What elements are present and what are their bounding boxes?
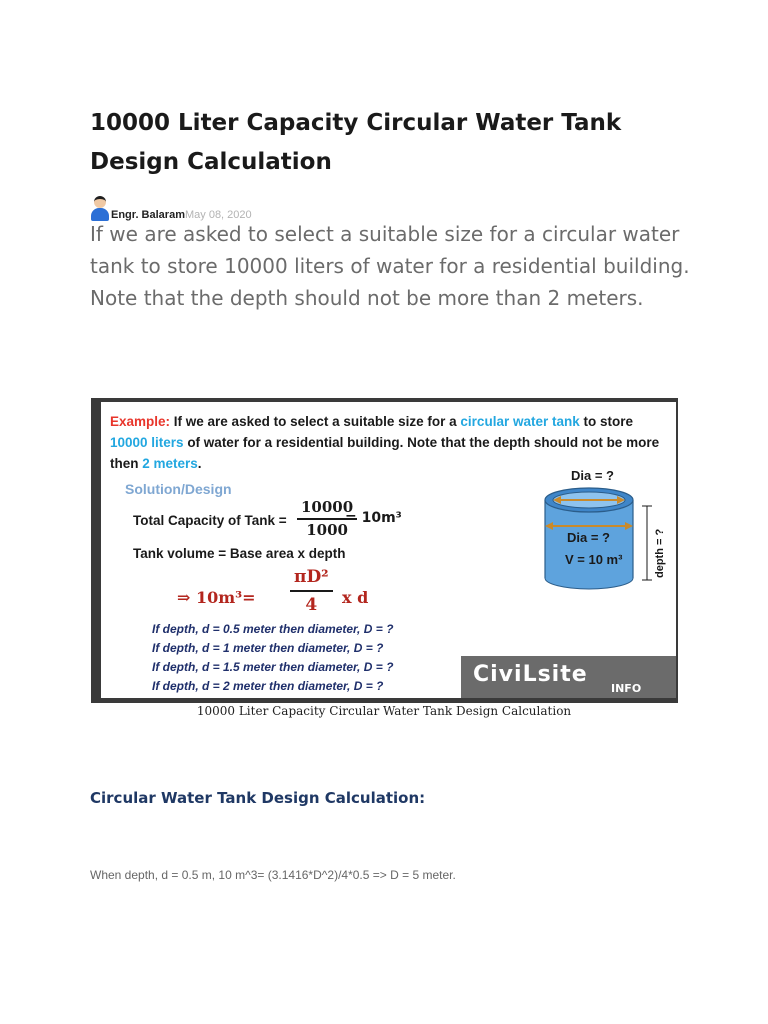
figure-image — [101, 402, 676, 698]
author-name[interactable]: Engr. Balaram — [111, 209, 185, 221]
example-highlight-liters: 10000 liters — [110, 435, 184, 450]
formula-numerator: πD² — [290, 564, 333, 592]
depth-cases — [152, 620, 393, 696]
tank-depth-label: depth = ? — [654, 528, 666, 578]
logo-suffix: INFO — [611, 682, 642, 695]
tank-volume: V = 10 m³ — [565, 552, 623, 567]
formula-denominator: 4 — [305, 595, 318, 615]
formula-fraction — [290, 564, 333, 618]
example-statement — [110, 411, 670, 474]
capacity-numerator: 10000 — [297, 497, 357, 520]
intro-paragraph: If we are asked to select a suitable size for a circular water tank to store 10000 liters of water for a residential building. Note that the depth should not be more than 2 meters. — [90, 222, 690, 310]
civilsite-logo — [461, 656, 676, 698]
example-text-3: of water for a residential building. Note that the depth should not be more then — [110, 435, 660, 471]
example-text-1: If we are asked to select a suitable size for a — [170, 414, 461, 429]
capacity-denominator: 1000 — [306, 521, 348, 539]
tank-diagram — [517, 466, 673, 656]
solution-label: Solution/Design — [125, 481, 232, 497]
section-heading: Circular Water Tank Design Calculation: — [90, 789, 426, 808]
example-prefix: Example: — [110, 414, 171, 429]
depth-case: If depth, d = 2 meter then diameter, D = ? — [152, 679, 384, 693]
depth-case: If depth, d = 0.5 meter then diameter, D = ? — [152, 622, 394, 636]
calculation-line: When depth, d = 0.5 m, 10 m^3= (3.1416*D^2)/4*0.5 => D = 5 meter. — [90, 868, 456, 882]
example-highlight-meters: 2 meters — [142, 456, 198, 471]
capacity-label: Total Capacity of Tank = — [133, 513, 287, 528]
volume-label: Tank volume = Base area x depth — [133, 546, 346, 561]
example-text-4: . — [197, 456, 202, 471]
publish-date: May 08, 2020 — [184, 209, 252, 221]
example-text-2: to store — [579, 414, 633, 429]
article-figure — [91, 398, 678, 703]
tank-dia-top: Dia = ? — [571, 468, 614, 483]
depth-case: If depth, d = 1.5 meter then diameter, D = ? — [152, 660, 394, 674]
logo-text: CiviLsite — [473, 662, 588, 687]
capacity-result: = 10m³ — [345, 510, 402, 526]
article-title: 10000 Liter Capacity Circular Water Tank Design Calculation — [90, 110, 622, 175]
figure-caption: 10000 Liter Capacity Circular Water Tank Design Calculation — [196, 704, 572, 718]
example-highlight-tank: circular water tank — [460, 414, 580, 429]
formula-lhs: ⇒ 10m³= — [177, 588, 256, 607]
depth-case: If depth, d = 1 meter then diameter, D = ? — [152, 641, 384, 655]
formula-rhs: x d — [342, 588, 369, 607]
tank-dia-inner: Dia = ? — [567, 530, 610, 545]
